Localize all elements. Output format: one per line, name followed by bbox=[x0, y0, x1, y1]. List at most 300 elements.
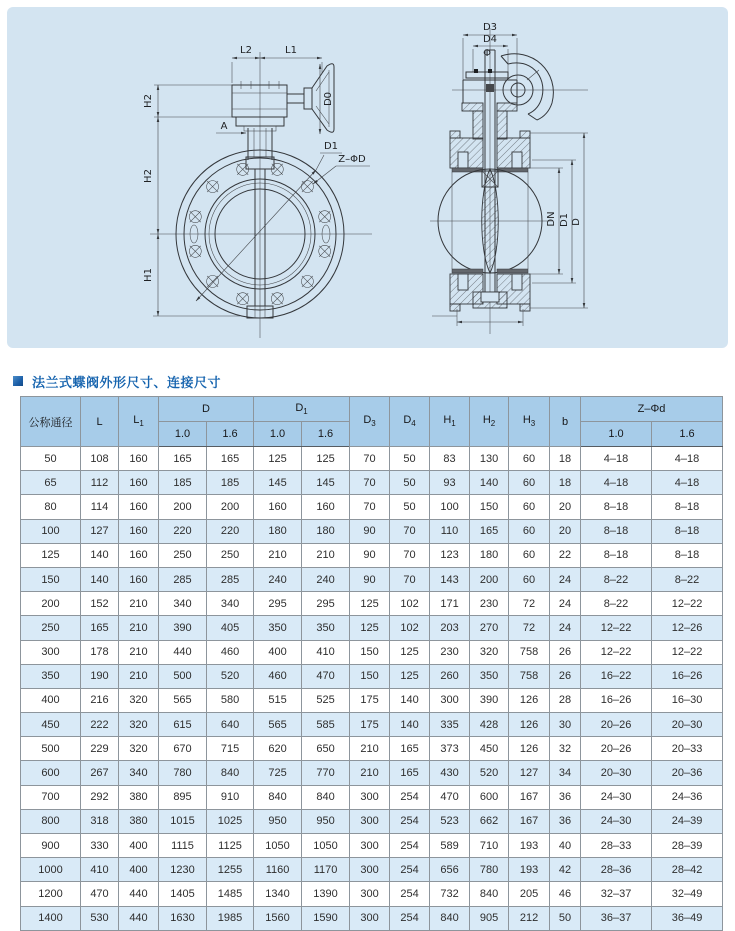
table-cell: 127 bbox=[509, 761, 550, 785]
table-cell: 390 bbox=[159, 616, 207, 640]
table-cell: 295 bbox=[302, 592, 350, 616]
table-cell: 140 bbox=[81, 543, 119, 567]
table-cell: 840 bbox=[302, 785, 350, 809]
table-cell: 127 bbox=[81, 519, 119, 543]
table-cell: 400 bbox=[21, 688, 81, 712]
table-cell: 758 bbox=[509, 640, 550, 664]
table-cell: 8–22 bbox=[581, 592, 652, 616]
table-cell: 525 bbox=[302, 688, 350, 712]
table-cell: 70 bbox=[390, 567, 430, 591]
side-label-d4: D4 bbox=[482, 34, 498, 45]
table-header bbox=[21, 397, 723, 447]
table-body bbox=[21, 447, 723, 931]
table-cell: 32–37 bbox=[581, 882, 652, 906]
table-cell: 8–18 bbox=[581, 519, 652, 543]
table-cell: 450 bbox=[470, 737, 509, 761]
table-cell: 400 bbox=[254, 640, 302, 664]
table-cell: 36–37 bbox=[581, 906, 652, 930]
col-L1: $L_1$ bbox=[119, 397, 159, 447]
table-cell: 12–26 bbox=[652, 616, 723, 640]
table-cell: 662 bbox=[470, 809, 509, 833]
front-label-zphid: Z–ΦD bbox=[338, 154, 366, 165]
table-cell: 112 bbox=[81, 471, 119, 495]
table-cell: 285 bbox=[207, 567, 254, 591]
valve-drawing bbox=[7, 7, 728, 348]
table-cell: 36–49 bbox=[652, 906, 723, 930]
table-cell: 1985 bbox=[207, 906, 254, 930]
table-cell: 295 bbox=[254, 592, 302, 616]
front-label-h2-lower: H2 bbox=[143, 169, 154, 183]
table-cell: 320 bbox=[119, 688, 159, 712]
table-cell: 318 bbox=[81, 809, 119, 833]
table-cell: 143 bbox=[430, 567, 470, 591]
table-cell: 203 bbox=[430, 616, 470, 640]
table-cell: 405 bbox=[207, 616, 254, 640]
col-D-pn16: 1.6 bbox=[207, 422, 254, 447]
table-cell: 1390 bbox=[302, 882, 350, 906]
table-cell: 28–36 bbox=[581, 858, 652, 882]
table-cell: 160 bbox=[119, 495, 159, 519]
col-D1: $D_1$ bbox=[254, 397, 350, 422]
table-cell: 123 bbox=[430, 543, 470, 567]
table-cell: 16–26 bbox=[581, 688, 652, 712]
table-row bbox=[21, 543, 723, 567]
table-cell: 72 bbox=[509, 616, 550, 640]
table-cell: 350 bbox=[302, 616, 350, 640]
table-cell: 910 bbox=[207, 785, 254, 809]
table-cell: 165 bbox=[207, 447, 254, 471]
table-cell: 222 bbox=[81, 713, 119, 737]
table-cell: 350 bbox=[254, 616, 302, 640]
table-cell: 20–36 bbox=[652, 761, 723, 785]
dimension-table bbox=[20, 396, 723, 931]
table-cell: 210 bbox=[119, 664, 159, 688]
table-cell: 24 bbox=[550, 592, 581, 616]
table-cell: 8–18 bbox=[652, 543, 723, 567]
table-row bbox=[21, 688, 723, 712]
table-cell: 300 bbox=[350, 785, 390, 809]
table-cell: 210 bbox=[119, 640, 159, 664]
table-cell: 125 bbox=[390, 640, 430, 664]
table-cell: 250 bbox=[207, 543, 254, 567]
table-cell: 905 bbox=[470, 906, 509, 930]
table-cell: 515 bbox=[254, 688, 302, 712]
table-cell: 1255 bbox=[207, 858, 254, 882]
table-cell: 340 bbox=[119, 761, 159, 785]
table-cell: 60 bbox=[509, 495, 550, 519]
table-cell: 400 bbox=[119, 834, 159, 858]
table-cell: 254 bbox=[390, 882, 430, 906]
col-D1-pn10: 1.0 bbox=[254, 422, 302, 447]
table-cell: 83 bbox=[430, 447, 470, 471]
table-cell: 100 bbox=[430, 495, 470, 519]
table-cell: 100 bbox=[21, 519, 81, 543]
table-cell: 4–18 bbox=[581, 471, 652, 495]
table-cell: 102 bbox=[390, 592, 430, 616]
table-cell: 220 bbox=[207, 519, 254, 543]
table-cell: 34 bbox=[550, 761, 581, 785]
table-cell: 125 bbox=[302, 447, 350, 471]
table-cell: 70 bbox=[390, 519, 430, 543]
table-row bbox=[21, 519, 723, 543]
table-cell: 523 bbox=[430, 809, 470, 833]
table-cell: 732 bbox=[430, 882, 470, 906]
table-cell: 320 bbox=[119, 737, 159, 761]
table-cell: 175 bbox=[350, 713, 390, 737]
table-cell: 780 bbox=[159, 761, 207, 785]
table-cell: 600 bbox=[470, 785, 509, 809]
table-cell: 840 bbox=[254, 785, 302, 809]
table-cell: 715 bbox=[207, 737, 254, 761]
table-cell: 178 bbox=[81, 640, 119, 664]
table-cell: 150 bbox=[470, 495, 509, 519]
table-cell: 470 bbox=[81, 882, 119, 906]
table-cell: 254 bbox=[390, 809, 430, 833]
table-cell: 4–18 bbox=[581, 447, 652, 471]
table-cell: 165 bbox=[390, 737, 430, 761]
table-cell: 145 bbox=[302, 471, 350, 495]
table-cell: 1015 bbox=[159, 809, 207, 833]
table-cell: 125 bbox=[254, 447, 302, 471]
table-row bbox=[21, 640, 723, 664]
table-cell: 300 bbox=[350, 858, 390, 882]
table-cell: 150 bbox=[21, 567, 81, 591]
table-cell: 125 bbox=[350, 592, 390, 616]
table-cell: 780 bbox=[470, 858, 509, 882]
side-label-phi: Φ bbox=[483, 48, 491, 59]
table-cell: 440 bbox=[119, 906, 159, 930]
col-D3: $D_3$ bbox=[350, 397, 390, 447]
table-cell: 185 bbox=[159, 471, 207, 495]
table-cell: 160 bbox=[302, 495, 350, 519]
col-D1-pn16: 1.6 bbox=[302, 422, 350, 447]
col-D: D bbox=[159, 397, 254, 422]
col-L: L bbox=[81, 397, 119, 447]
table-cell: 300 bbox=[350, 882, 390, 906]
col-b: b bbox=[550, 397, 581, 447]
table-cell: 340 bbox=[207, 592, 254, 616]
table-cell: 50 bbox=[390, 447, 430, 471]
table-row bbox=[21, 834, 723, 858]
table-cell: 210 bbox=[119, 592, 159, 616]
table-cell: 1200 bbox=[21, 882, 81, 906]
table-cell: 167 bbox=[509, 809, 550, 833]
table-cell: 160 bbox=[119, 567, 159, 591]
table-cell: 1170 bbox=[302, 858, 350, 882]
table-cell: 520 bbox=[470, 761, 509, 785]
table-row bbox=[21, 664, 723, 688]
table-cell: 320 bbox=[119, 713, 159, 737]
table-cell: 16–26 bbox=[652, 664, 723, 688]
table-cell: 1125 bbox=[207, 834, 254, 858]
table-cell: 20–30 bbox=[581, 761, 652, 785]
table-cell: 171 bbox=[430, 592, 470, 616]
side-view bbox=[430, 22, 588, 334]
table-cell: 8–22 bbox=[652, 567, 723, 591]
table-cell: 80 bbox=[21, 495, 81, 519]
table-cell: 1340 bbox=[254, 882, 302, 906]
table-cell: 4–18 bbox=[652, 471, 723, 495]
table-cell: 36 bbox=[550, 809, 581, 833]
table-cell: 108 bbox=[81, 447, 119, 471]
table-cell: 125 bbox=[350, 616, 390, 640]
table-cell: 152 bbox=[81, 592, 119, 616]
table-cell: 60 bbox=[509, 567, 550, 591]
table-cell: 165 bbox=[470, 519, 509, 543]
col-D4: $D_4$ bbox=[390, 397, 430, 447]
table-cell: 8–18 bbox=[581, 543, 652, 567]
table-cell: 42 bbox=[550, 858, 581, 882]
table-cell: 160 bbox=[119, 471, 159, 495]
table-cell: 12–22 bbox=[652, 640, 723, 664]
table-cell: 50 bbox=[21, 447, 81, 471]
table-cell: 565 bbox=[254, 713, 302, 737]
table-cell: 470 bbox=[430, 785, 470, 809]
side-label-d1: D1 bbox=[559, 212, 570, 228]
table-cell: 1405 bbox=[159, 882, 207, 906]
table-cell: 102 bbox=[390, 616, 430, 640]
table-cell: 126 bbox=[509, 688, 550, 712]
table-cell: 770 bbox=[302, 761, 350, 785]
table-cell: 410 bbox=[302, 640, 350, 664]
table-cell: 1050 bbox=[302, 834, 350, 858]
table-cell: 160 bbox=[119, 519, 159, 543]
table-cell: 20–30 bbox=[652, 713, 723, 737]
table-cell: 90 bbox=[350, 519, 390, 543]
front-label-d0: D0 bbox=[323, 91, 334, 107]
table-cell: 193 bbox=[509, 858, 550, 882]
table-cell: 150 bbox=[350, 664, 390, 688]
col-ZPhid: Z–Φd bbox=[581, 397, 723, 422]
table-cell: 126 bbox=[509, 713, 550, 737]
front-label-l1: L1 bbox=[285, 45, 297, 56]
table-cell: 125 bbox=[390, 664, 430, 688]
table-cell: 230 bbox=[430, 640, 470, 664]
table-cell: 350 bbox=[470, 664, 509, 688]
table-cell: 36 bbox=[550, 785, 581, 809]
table-cell: 640 bbox=[207, 713, 254, 737]
table-cell: 32–49 bbox=[652, 882, 723, 906]
table-cell: 90 bbox=[350, 567, 390, 591]
table-cell: 380 bbox=[119, 785, 159, 809]
table-cell: 440 bbox=[159, 640, 207, 664]
table-cell: 16–30 bbox=[652, 688, 723, 712]
table-cell: 24–36 bbox=[652, 785, 723, 809]
table-row bbox=[21, 567, 723, 591]
table-cell: 165 bbox=[390, 761, 430, 785]
table-row bbox=[21, 616, 723, 640]
table-cell: 70 bbox=[350, 495, 390, 519]
table-cell: 24 bbox=[550, 567, 581, 591]
table-cell: 50 bbox=[390, 495, 430, 519]
table-cell: 12–22 bbox=[652, 592, 723, 616]
table-cell: 895 bbox=[159, 785, 207, 809]
table-cell: 28–42 bbox=[652, 858, 723, 882]
table-cell: 450 bbox=[21, 713, 81, 737]
table-cell: 160 bbox=[119, 447, 159, 471]
table-cell: 380 bbox=[119, 809, 159, 833]
table-row bbox=[21, 447, 723, 471]
table-cell: 110 bbox=[430, 519, 470, 543]
table-cell: 93 bbox=[430, 471, 470, 495]
col-H3: $H_3$ bbox=[509, 397, 550, 447]
table-cell: 500 bbox=[21, 737, 81, 761]
table-cell: 185 bbox=[207, 471, 254, 495]
table-cell: 410 bbox=[81, 858, 119, 882]
table-cell: 20–33 bbox=[652, 737, 723, 761]
table-cell: 175 bbox=[350, 688, 390, 712]
table-cell: 220 bbox=[159, 519, 207, 543]
table-cell: 1630 bbox=[159, 906, 207, 930]
table-cell: 210 bbox=[302, 543, 350, 567]
table-cell: 200 bbox=[207, 495, 254, 519]
table-cell: 580 bbox=[207, 688, 254, 712]
table-cell: 270 bbox=[470, 616, 509, 640]
side-label-dn: DN bbox=[546, 211, 557, 227]
table-cell: 12–22 bbox=[581, 616, 652, 640]
table-cell: 50 bbox=[550, 906, 581, 930]
table-cell: 72 bbox=[509, 592, 550, 616]
table-row bbox=[21, 785, 723, 809]
table-cell: 28–33 bbox=[581, 834, 652, 858]
table-cell: 620 bbox=[254, 737, 302, 761]
table-cell: 180 bbox=[254, 519, 302, 543]
table-cell: 240 bbox=[302, 567, 350, 591]
table-cell: 20 bbox=[550, 495, 581, 519]
table-cell: 20–26 bbox=[581, 713, 652, 737]
table-cell: 165 bbox=[159, 447, 207, 471]
table-cell: 330 bbox=[81, 834, 119, 858]
table-cell: 700 bbox=[21, 785, 81, 809]
table-cell: 300 bbox=[430, 688, 470, 712]
table-cell: 28 bbox=[550, 688, 581, 712]
table-cell: 1025 bbox=[207, 809, 254, 833]
table-cell: 28–39 bbox=[652, 834, 723, 858]
front-label-d1: D1 bbox=[323, 141, 339, 152]
table-cell: 60 bbox=[509, 471, 550, 495]
table-cell: 300 bbox=[350, 906, 390, 930]
table-cell: 1560 bbox=[254, 906, 302, 930]
table-cell: 160 bbox=[119, 543, 159, 567]
table-cell: 585 bbox=[302, 713, 350, 737]
table-cell: 50 bbox=[390, 471, 430, 495]
table-cell: 320 bbox=[470, 640, 509, 664]
table-cell: 60 bbox=[509, 447, 550, 471]
table-cell: 373 bbox=[430, 737, 470, 761]
table-cell: 125 bbox=[21, 543, 81, 567]
table-cell: 1000 bbox=[21, 858, 81, 882]
section-title bbox=[13, 371, 221, 391]
table-cell: 725 bbox=[254, 761, 302, 785]
table-cell: 340 bbox=[159, 592, 207, 616]
table-cell: 216 bbox=[81, 688, 119, 712]
table-cell: 600 bbox=[21, 761, 81, 785]
table-cell: 840 bbox=[470, 882, 509, 906]
table-cell: 430 bbox=[430, 761, 470, 785]
table-row bbox=[21, 737, 723, 761]
table-cell: 18 bbox=[550, 471, 581, 495]
table-cell: 8–22 bbox=[581, 567, 652, 591]
table-cell: 300 bbox=[350, 834, 390, 858]
col-Z-pn10: 1.0 bbox=[581, 422, 652, 447]
table-cell: 65 bbox=[21, 471, 81, 495]
table-cell: 12–22 bbox=[581, 640, 652, 664]
table-row bbox=[21, 471, 723, 495]
table-cell: 670 bbox=[159, 737, 207, 761]
table-cell: 150 bbox=[350, 640, 390, 664]
table-cell: 229 bbox=[81, 737, 119, 761]
table-cell: 130 bbox=[470, 447, 509, 471]
table-cell: 24–39 bbox=[652, 809, 723, 833]
table-cell: 20–26 bbox=[581, 737, 652, 761]
page-title: 法兰式蝶阀外形尺寸、连接尺寸 bbox=[32, 374, 222, 390]
table-cell: 8–18 bbox=[652, 495, 723, 519]
table-cell: 250 bbox=[21, 616, 81, 640]
table-cell: 210 bbox=[254, 543, 302, 567]
table-row bbox=[21, 858, 723, 882]
table-cell: 267 bbox=[81, 761, 119, 785]
table-row bbox=[21, 713, 723, 737]
table-cell: 70 bbox=[350, 471, 390, 495]
table-cell: 500 bbox=[159, 664, 207, 688]
table-cell: 180 bbox=[302, 519, 350, 543]
table-row bbox=[21, 809, 723, 833]
table-cell: 24–30 bbox=[581, 809, 652, 833]
table-cell: 840 bbox=[207, 761, 254, 785]
col-Z-pn16: 1.6 bbox=[652, 422, 723, 447]
table-cell: 400 bbox=[119, 858, 159, 882]
table-cell: 440 bbox=[119, 882, 159, 906]
table-cell: 140 bbox=[470, 471, 509, 495]
table-cell: 18 bbox=[550, 447, 581, 471]
table-cell: 16–22 bbox=[581, 664, 652, 688]
table-cell: 530 bbox=[81, 906, 119, 930]
table-cell: 8–18 bbox=[652, 519, 723, 543]
table-cell: 24–30 bbox=[581, 785, 652, 809]
table-cell: 615 bbox=[159, 713, 207, 737]
side-label-d: D bbox=[571, 218, 582, 226]
table-cell: 335 bbox=[430, 713, 470, 737]
table-cell: 140 bbox=[390, 688, 430, 712]
table-cell: 254 bbox=[390, 785, 430, 809]
table-cell: 160 bbox=[254, 495, 302, 519]
table-cell: 250 bbox=[159, 543, 207, 567]
table-cell: 1590 bbox=[302, 906, 350, 930]
table-cell: 40 bbox=[550, 834, 581, 858]
table-cell: 950 bbox=[254, 809, 302, 833]
table-cell: 70 bbox=[350, 447, 390, 471]
table-cell: 167 bbox=[509, 785, 550, 809]
table-cell: 30 bbox=[550, 713, 581, 737]
table-cell: 650 bbox=[302, 737, 350, 761]
table-cell: 165 bbox=[81, 616, 119, 640]
table-cell: 200 bbox=[21, 592, 81, 616]
table-cell: 254 bbox=[390, 906, 430, 930]
table-cell: 70 bbox=[390, 543, 430, 567]
table-cell: 1400 bbox=[21, 906, 81, 930]
col-H1: $H_1$ bbox=[430, 397, 470, 447]
table-cell: 190 bbox=[81, 664, 119, 688]
table-cell: 24 bbox=[550, 616, 581, 640]
front-view bbox=[143, 45, 372, 338]
table-cell: 1050 bbox=[254, 834, 302, 858]
table-cell: 240 bbox=[254, 567, 302, 591]
table-cell: 520 bbox=[207, 664, 254, 688]
table-cell: 90 bbox=[350, 543, 390, 567]
table-cell: 140 bbox=[81, 567, 119, 591]
table-row bbox=[21, 495, 723, 519]
table-cell: 20 bbox=[550, 519, 581, 543]
